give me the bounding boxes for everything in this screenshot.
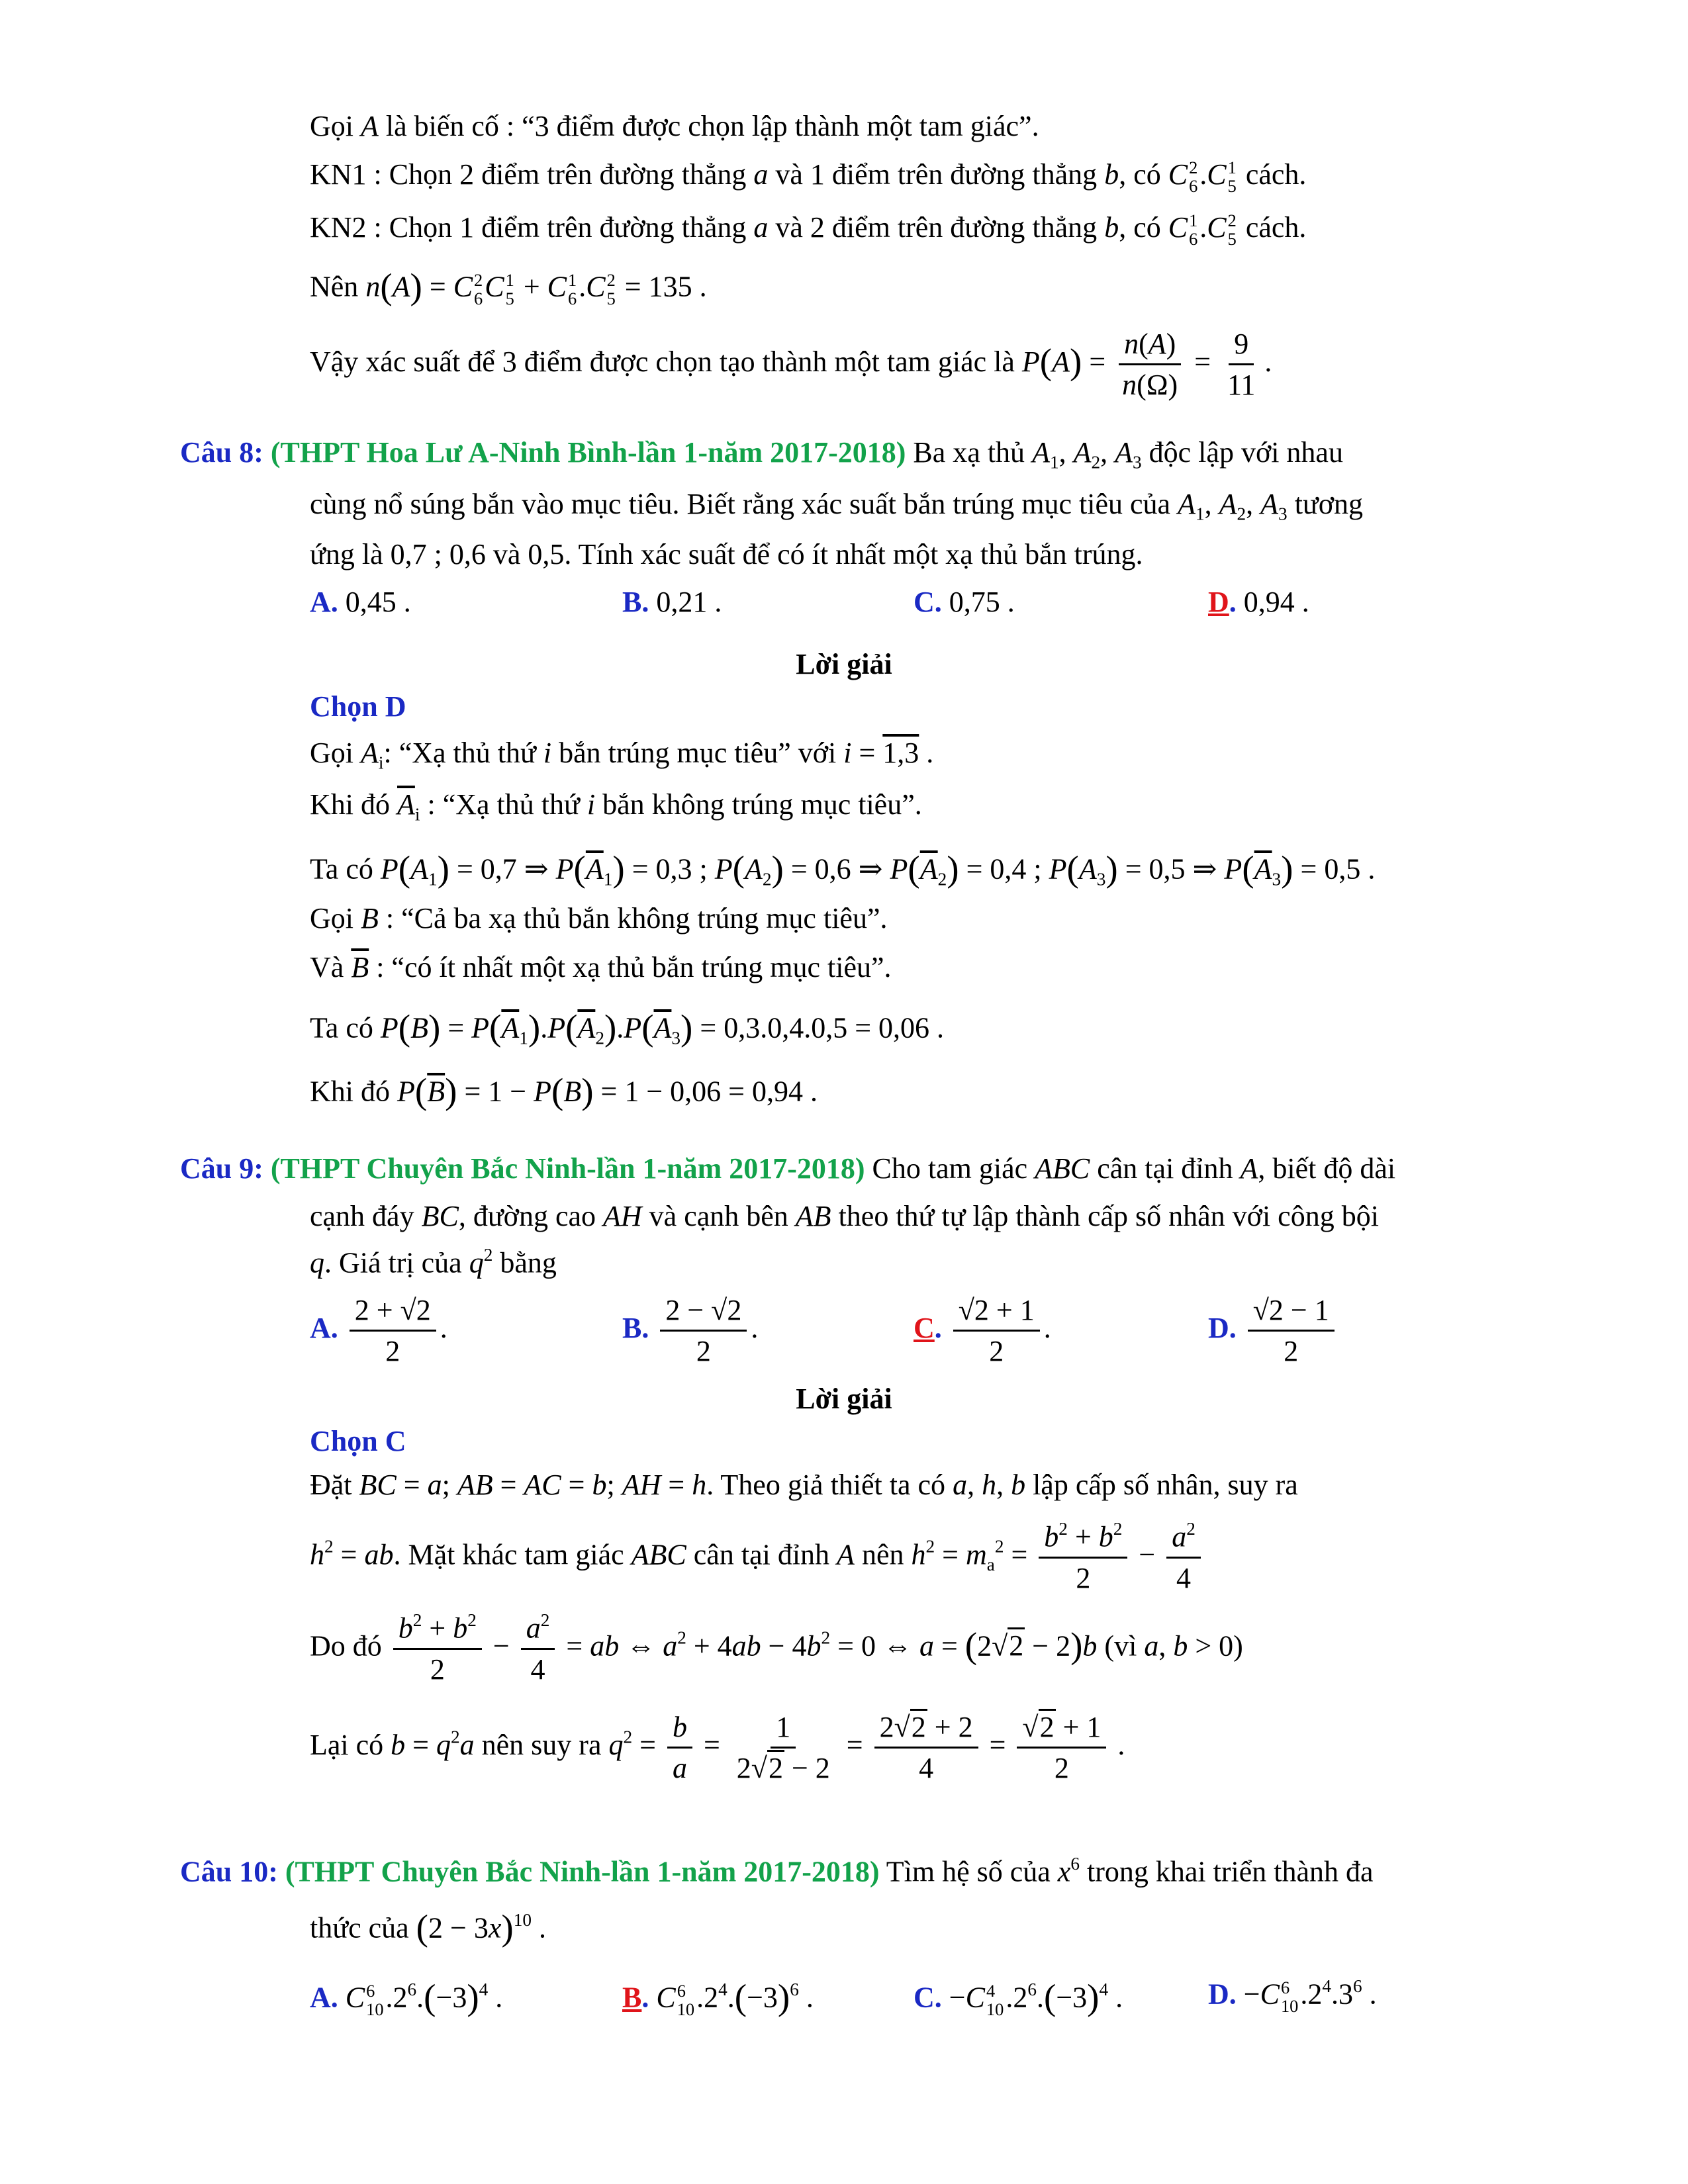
q9-option-d[interactable]: D. $\frac{√2 - 1}{2}$ <box>1208 1291 1338 1371</box>
q8-sol-4: Gọi B : “Cả ba xạ thủ bắn không trúng mục tiêu”. <box>310 902 888 934</box>
q9-line-3: q. Giá trị của $q^2$ bằng <box>310 1245 557 1279</box>
q8-option-d-correct[interactable]: D. 0,94 . <box>1208 586 1309 618</box>
q9-sol-4: Lại có $b = q^2a$ nên suy ra $q^2$ = $\frac{b}{a}$ = $\frac{1}{2√2 - 2}$ = $\frac{2√2 + 2}{4}$ = $\frac{√2 + 1}{2}$ . <box>310 1707 1125 1788</box>
q9-source: (THPT Chuyên Bắc Ninh-lần 1-năm 2017-2018) <box>270 1152 865 1185</box>
q9-chon: Chọn C <box>310 1425 406 1457</box>
q8-sol-3: Ta có $P(A_1) = 0,7$ ⇒ $P(\overline{A}_1) = 0,3$ ; $P(A_2) = 0,6$ ⇒ $P(\overline{A}_2) = 0,4$ ; $P(A_3) = 0,5$ ⇒ $P(\overline{A}_3) = 0,5$ . <box>310 848 1376 889</box>
prev-nA: Nên n(A) = C 2 6 C 1 5 + C 1 6 .C 2 5 = 135 . <box>310 266 707 308</box>
q10-option-c[interactable]: C. −C 4 10 $.2^6.(-3)^4$ . <box>914 1977 1123 2019</box>
q9-sol-1: Đặt BC = a; AB = AC = b; AH = h. Theo giả thiết ta có a, h, b lập cấp số nhân, suy ra <box>310 1469 1298 1501</box>
q8-option-a[interactable]: A. 0,45 . <box>310 586 411 618</box>
q8-sol-6: Ta có $P(B) = P(\overline{A}_1).P(\overline{A}_2).P(\overline{A}_3) = 0,3.0,4.0,5 = 0,06$ . <box>310 1007 945 1048</box>
q10-line-2: thức của $(2 - 3x)^{10}$ . <box>310 1907 546 1948</box>
q8-source: (THPT Hoa Lư A-Ninh Bình-lần 1-năm 2017-2018) <box>270 436 906 469</box>
q9-line-1: Câu 9: (THPT Chuyên Bắc Ninh-lần 1-năm 2017-2018) Cho tam giác ABC cân tại đỉnh A, biết độ dài <box>180 1152 1396 1185</box>
q10-source: (THPT Chuyên Bắc Ninh-lần 1-năm 2017-2018) <box>285 1855 880 1888</box>
q8-label: Câu 8: <box>180 436 263 469</box>
prev-kn1: KN1 : Chọn 2 điểm trên đường thẳng a và 1 điểm trên đường thẳng b, có C 2 6 .C 1 5 cách. <box>310 158 1307 196</box>
q9-sol-2: $h^2$ = ab. Mặt khác tam giác ABC cân tại đỉnh A nên $h^2 = m_a^2$ = $\frac{b^2 + b^2}{2}$ − $\frac{a^2}{4}$ <box>310 1517 1205 1598</box>
q9-label: Câu 9: <box>180 1152 263 1185</box>
q10-option-b-correct[interactable]: B. C 6 10 $.2^4.(-3)^6$ . <box>622 1977 814 2019</box>
q8-option-b[interactable]: B. 0,21 . <box>622 586 722 618</box>
q8-line-3: ứng là 0,7 ; 0,6 và 0,5. Tính xác suất để có ít nhất một xạ thủ bắn trúng. <box>310 538 1143 570</box>
prev-line-1: Gọi A là biến cố : “3 điểm được chọn lập thành một tam giác”. <box>310 110 1039 142</box>
prev-kn2: KN2 : Chọn 1 điểm trên đường thẳng a và 2 điểm trên đường thẳng b, có C 1 6 .C 2 5 cách. <box>310 210 1307 249</box>
q10-option-d[interactable]: D. −C 6 10 $.2^4.3^6$ . <box>1208 1976 1377 2016</box>
q8-sol-5: Và $\overline{B}$ : “có ít nhất một xạ thủ bắn trúng mục tiêu”. <box>310 951 892 983</box>
q8-line-2: cùng nổ súng bắn vào mục tiêu. Biết rằng xác suất bắn trúng mục tiêu của $A_1$, $A_2$, $A_3$ tương <box>310 488 1364 524</box>
q8-solution-title: Lời giải <box>796 648 892 680</box>
q10-option-a[interactable]: A. C 6 10 $.2^6.(-3)^4$ . <box>310 1977 503 2019</box>
q10-label: Câu 10: <box>180 1855 278 1888</box>
q9-option-b[interactable]: B. $\frac{2 - √2}{2}$ . <box>622 1291 758 1371</box>
q8-chon: Chọn D <box>310 690 406 723</box>
q9-option-c-correct[interactable]: C. $\frac{√2 + 1}{2}$ . <box>914 1291 1051 1371</box>
q8-sol-7: Khi đó $P(\overline{B}) = 1 - P(B) = 1 - 0,06 = 0,94$ . <box>310 1071 818 1111</box>
q9-sol-3: Do đó $\frac{b^2 + b^2}{2}$ − $\frac{a^2}{4}$ = ab ⇔ $a^2 + 4ab - 4b^2 = 0$ ⇔ a = (2√2 − 2)b (vì a, b > 0) <box>310 1608 1243 1690</box>
q8-sol-2: Khi đó $\overline{A}_i$ : “Xạ thủ thứ i bắn không trúng mục tiêu”. <box>310 788 922 825</box>
q9-line-2: cạnh đáy BC, đường cao AH và cạnh bên AB theo thứ tự lập thành cấp số nhân với công bội <box>310 1200 1379 1232</box>
q9-option-a[interactable]: A. $\frac{2 + √2}{2}$ . <box>310 1291 447 1371</box>
q8-option-c[interactable]: C. 0,75 . <box>914 586 1015 618</box>
q10-line-1: Câu 10: (THPT Chuyên Bắc Ninh-lần 1-năm 2017-2018) Tìm hệ số của $x^6$ trong khai triển thành đa <box>180 1854 1374 1888</box>
q8-line-1: Câu 8: (THPT Hoa Lư A-Ninh Bình-lần 1-năm 2017-2018) Ba xạ thủ $A_1$, $A_2$, $A_3$ độc lập với nhau <box>180 436 1343 473</box>
q8-sol-1: Gọi $A_i$: “Xạ thủ thứ i bắn trúng mục tiêu” với i = 1,3 . <box>310 737 934 773</box>
prev-probability: Vậy xác suất để 3 điểm được chọn tạo thành một tam giác là P(A) = $\frac{n(A)}{n(\Omega)}$ = $\frac{9}{11}$ . <box>310 324 1272 405</box>
q9-solution-title: Lời giải <box>796 1383 892 1415</box>
